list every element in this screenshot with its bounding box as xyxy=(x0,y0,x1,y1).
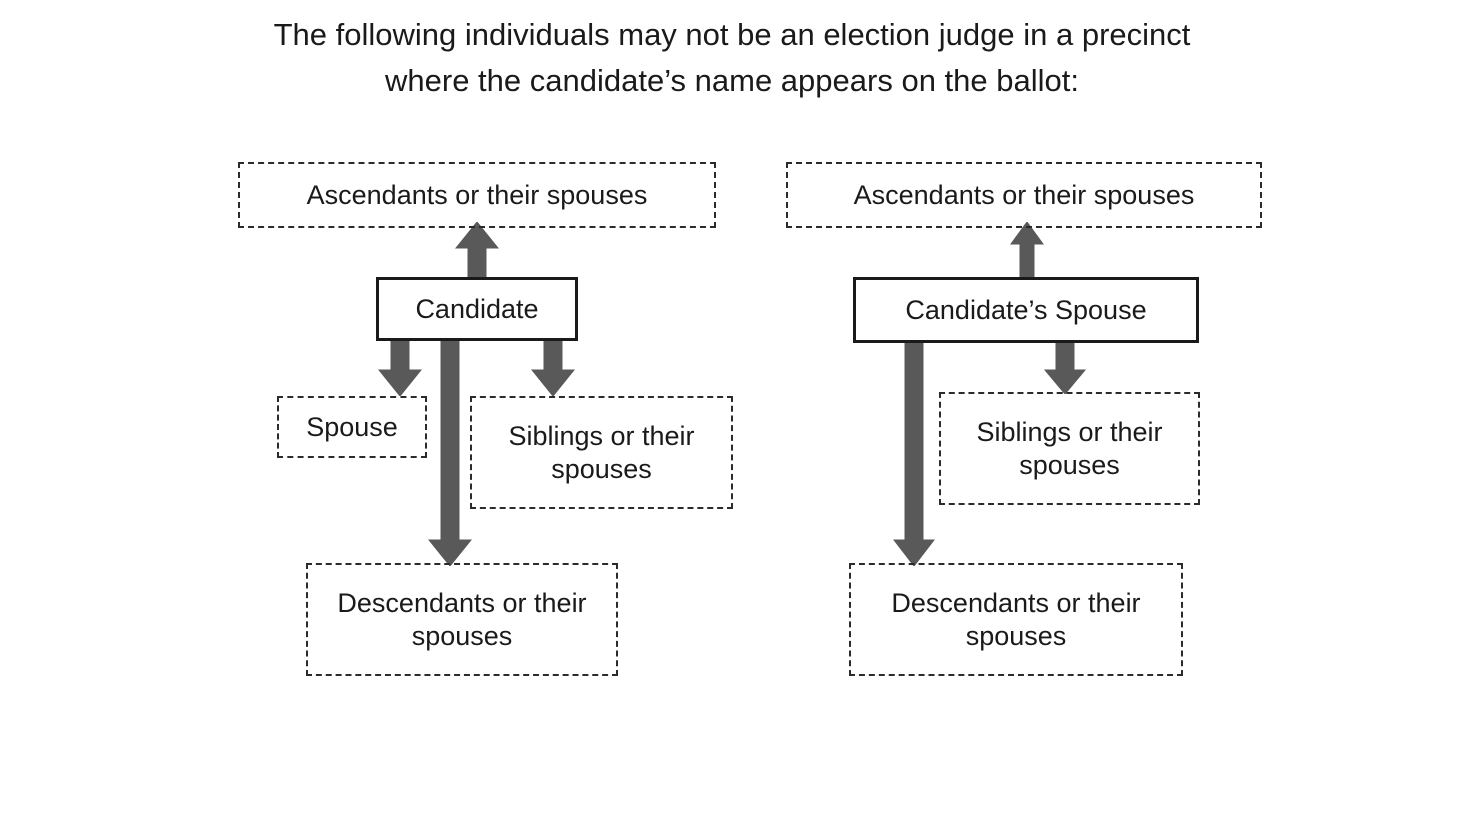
box-spouse-descendants: Descendants or their spouses xyxy=(849,563,1183,676)
box-spouse-siblings: Siblings or their spouses xyxy=(939,392,1200,505)
box-candidates-spouse: Candidate’s Spouse xyxy=(853,277,1199,343)
box-spouse-ascendants: Ascendants or their spouses xyxy=(786,162,1262,228)
arrow-spouse-to-siblings xyxy=(1044,336,1086,394)
arrow-candidate-to-spouse xyxy=(378,334,422,396)
arrow-candidate-to-descendants xyxy=(428,334,472,566)
box-candidate-descendants: Descendants or their spouses xyxy=(306,563,618,676)
box-candidate-spouse: Spouse xyxy=(277,396,427,458)
arrow-candidate-to-ascendants xyxy=(455,222,499,282)
arrow-spouse-to-ascendants xyxy=(1010,222,1044,280)
box-candidate-ascendants: Ascendants or their spouses xyxy=(238,162,716,228)
page-title: The following individuals may not be an election judge in a precinct where the candidate’s name appears on the ballot: xyxy=(273,17,1191,98)
arrow-spouse-to-descendants xyxy=(893,336,935,566)
arrow-candidate-to-siblings xyxy=(531,334,575,396)
box-candidate: Candidate xyxy=(376,277,578,341)
box-candidate-siblings: Siblings or their spouses xyxy=(470,396,733,509)
